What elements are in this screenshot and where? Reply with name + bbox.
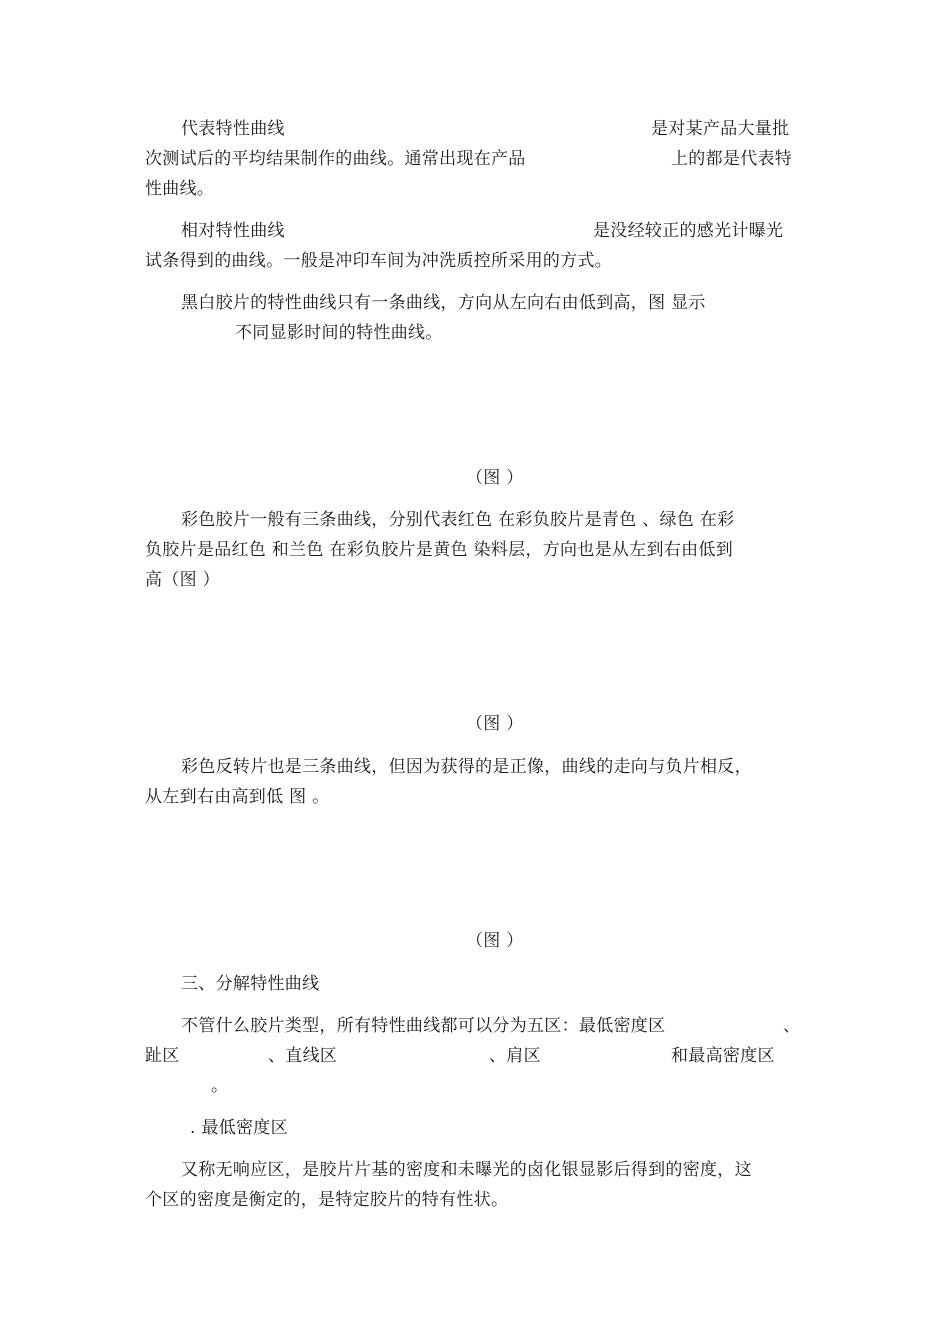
p1-line2-left: 次测试后的平均结果制作的曲线。通常出现在产品	[145, 149, 526, 169]
p3-line1: 黑白胶片的特性曲线只有一条曲线，方向从左向右由低到高，图 显示	[181, 293, 706, 313]
p5-line1: 彩色反转片也是三条曲线，但因为获得的是正像，曲线的走向与负片相反，	[181, 757, 752, 777]
section-heading: 三、分解特性曲线	[181, 974, 320, 994]
p5-line2: 从左到右由高到低 图 。	[145, 787, 330, 807]
p3-line2: 不同显影时间的特性曲线。	[235, 323, 443, 343]
p1-line3: 性曲线。	[145, 179, 215, 199]
p6-line3: 。	[211, 1076, 229, 1096]
p6-line1-right: 、	[783, 1016, 801, 1036]
p6-line2-c: 、肩区	[489, 1046, 541, 1066]
p6-line2-a: 趾区	[145, 1046, 180, 1066]
p7-line2: 个区的密度是衡定的，是特定胶片的特有性状。	[145, 1190, 509, 1210]
figure-caption-3: （图 ）	[466, 931, 524, 951]
p4-line1: 彩色胶片一般有三条曲线，分别代表红色 在彩负胶片是青色 、绿色 在彩	[181, 510, 735, 530]
figure-caption-2: （图 ）	[466, 714, 524, 734]
p2-line2: 试条得到的曲线。一般是冲印车间为冲洗质控所采用的方式。	[145, 251, 613, 271]
subheading: . 最低密度区	[190, 1118, 288, 1138]
figure-caption-1: （图 ）	[466, 468, 524, 488]
p6-line1-left: 不管什么胶片类型，所有特性曲线都可以分为五区：最低密度区	[181, 1016, 666, 1036]
p6-line2-b: 、直线区	[268, 1046, 338, 1066]
p7-line1: 又称无响应区，是胶片片基的密度和未曝光的卤化银显影后得到的密度，这	[181, 1160, 752, 1180]
p1-line1-right: 是对某产品大量批	[651, 119, 790, 139]
p6-line2-d: 和最高密度区	[671, 1046, 775, 1066]
p2-line1-left: 相对特性曲线	[181, 221, 285, 241]
p2-line1-right: 是没经较正的感光计曝光	[593, 221, 784, 241]
p4-line3: 高（图 ）	[145, 570, 220, 590]
p1-line2-right: 上的都是代表特	[671, 149, 793, 169]
p1-line1-left: 代表特性曲线	[181, 119, 285, 139]
p4-line2: 负胶片是品红色 和兰色 在彩负胶片是黄色 染料层，方向也是从左到右由低到	[145, 540, 734, 560]
